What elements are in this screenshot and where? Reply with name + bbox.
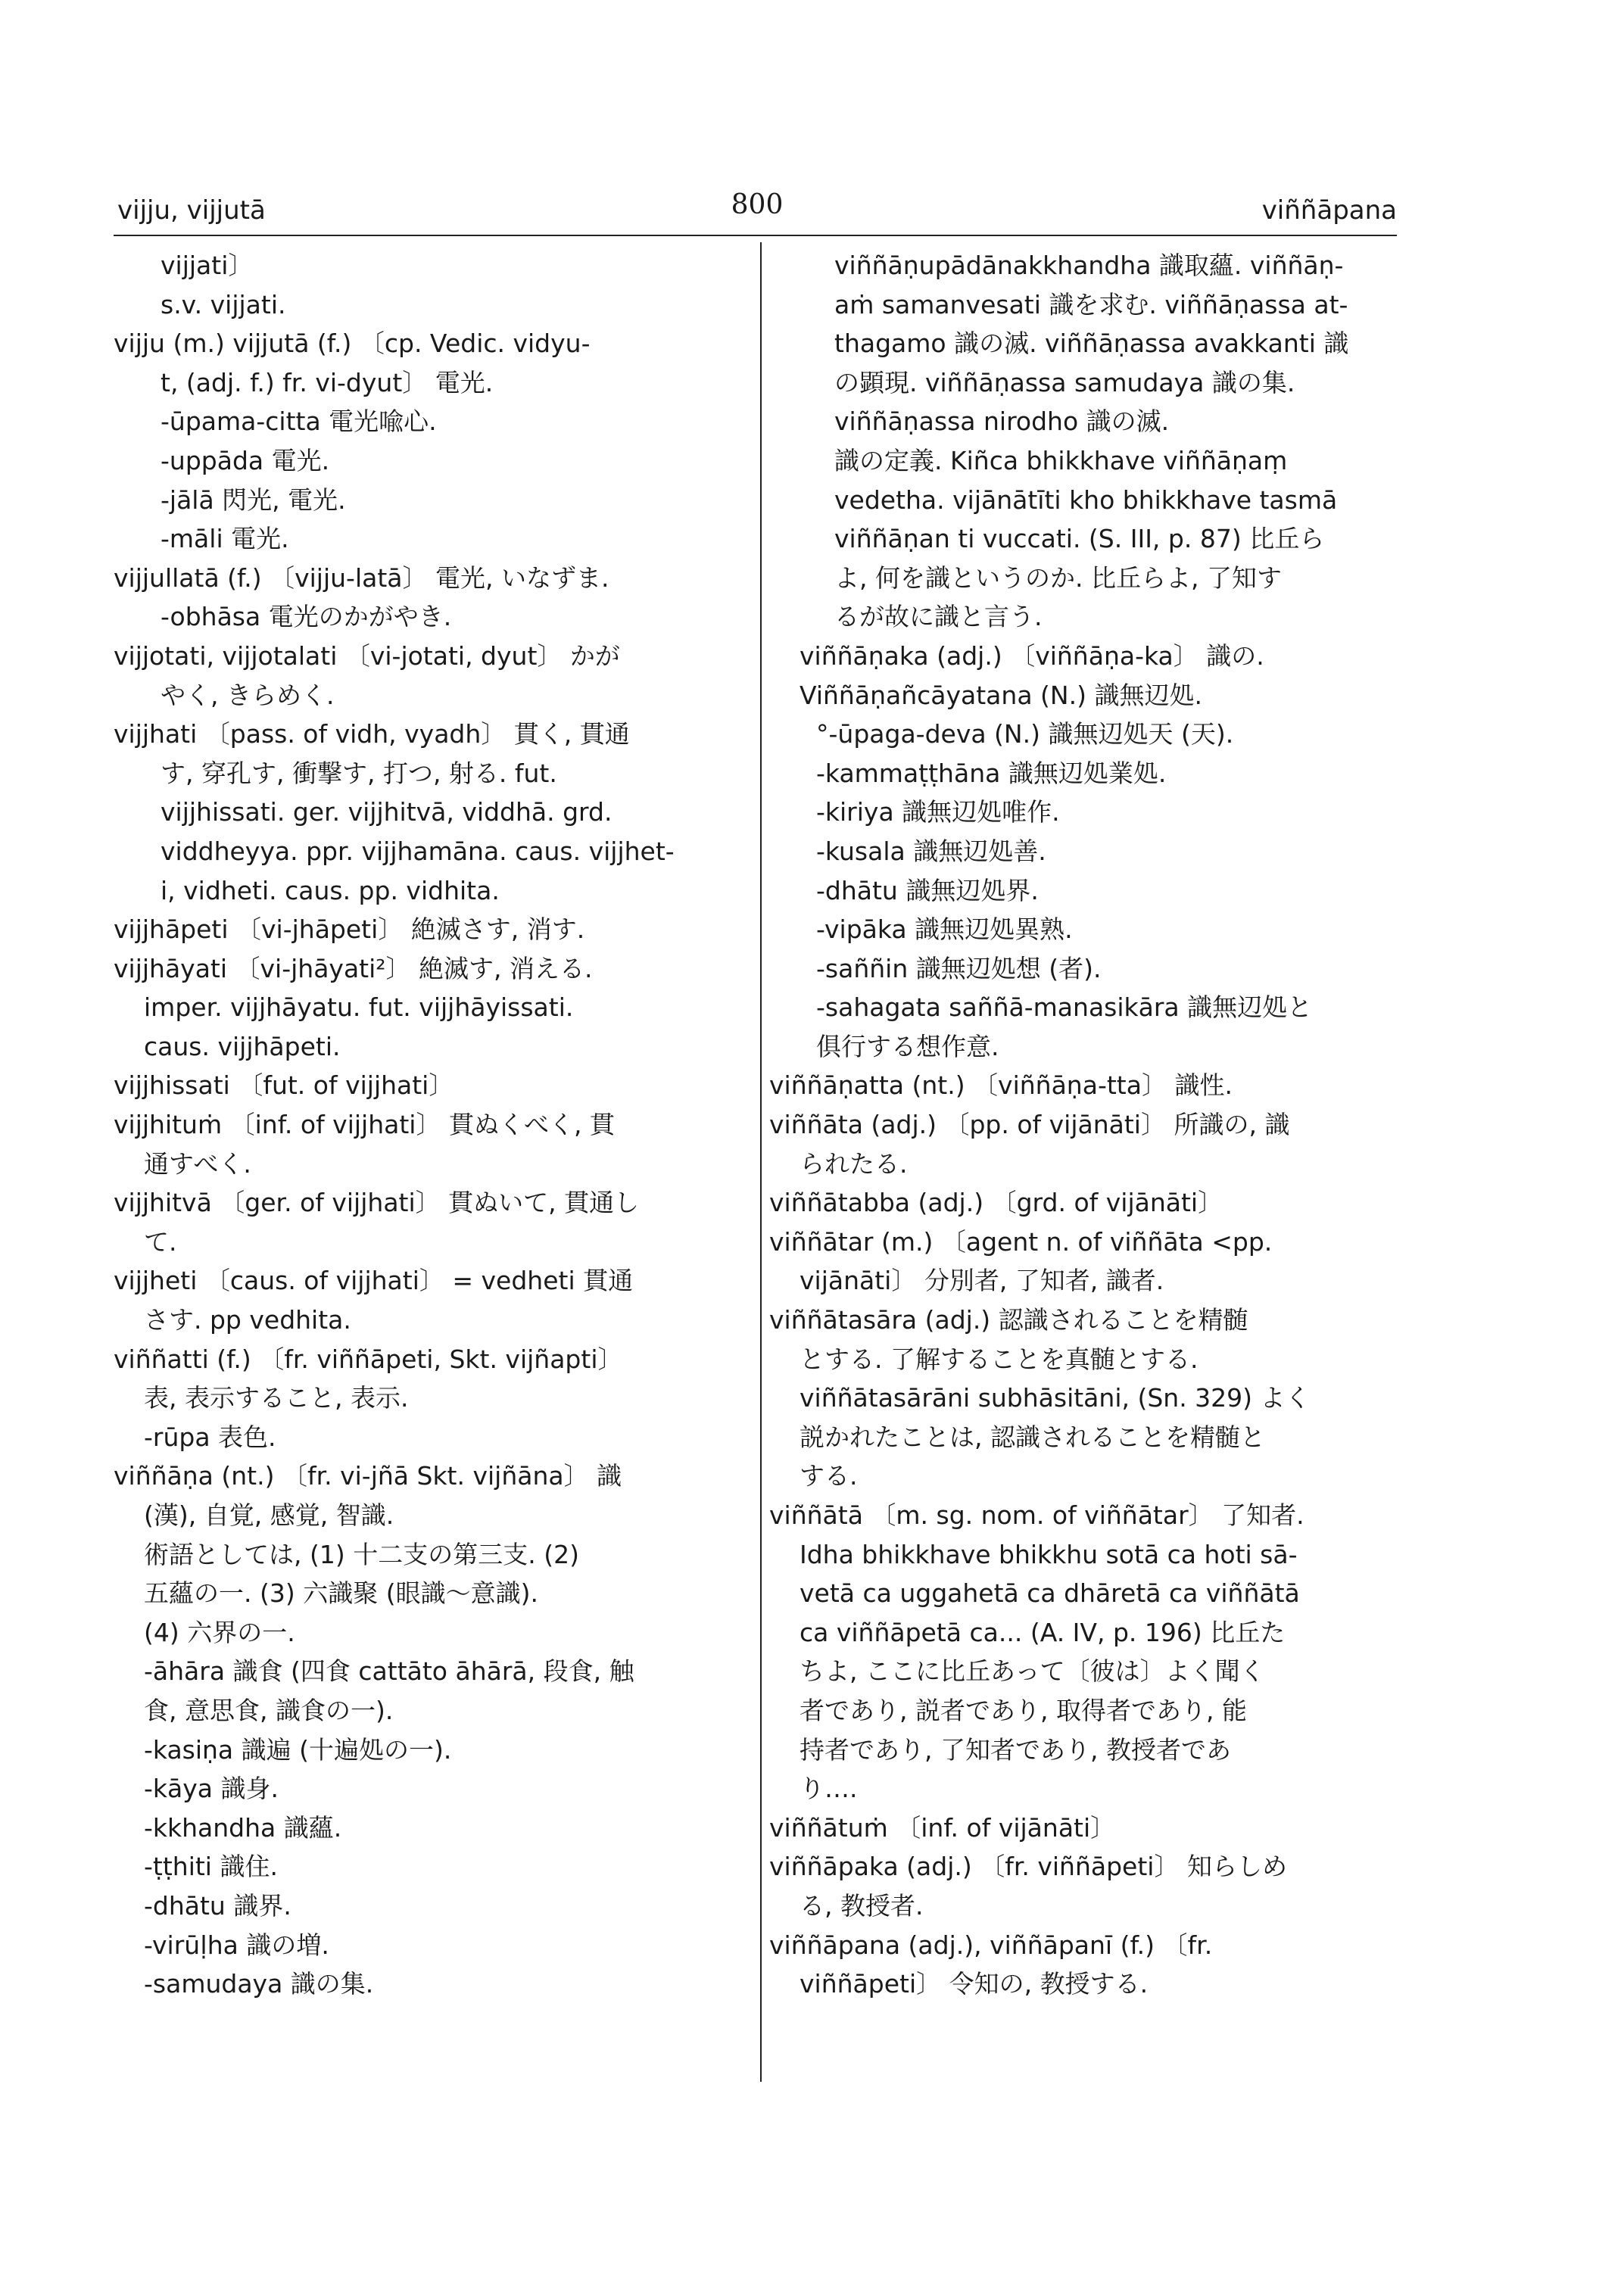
entry-line: -kammaṭṭhāna 識無辺処業処. [816, 758, 1167, 788]
entry-line: viññāṇan ti vuccati. (S. III, p. 87) 比丘ら [834, 524, 1325, 554]
entry-line: °-ūpaga-deva (N.) 識無辺処天 (天). [816, 719, 1234, 749]
entry-line: -dhātu 識界. [144, 1890, 291, 1921]
entry-line: 表, 表示すること, 表示. [144, 1383, 409, 1413]
entry-line: viññāṇupādānakkhandha 識取蘊. viññāṇ- [834, 251, 1344, 280]
entry-line: -kāya 識身. [144, 1774, 279, 1804]
entry-line: -kkhandha 識蘊. [144, 1812, 342, 1843]
entry-line: -ūpama-citta 電光喩心. [161, 407, 437, 437]
entry-headword-line: viññatti (f.) 〔fr. viññāpeti, Skt. vijñapti〕 [114, 1344, 623, 1374]
entry-line: る, 教授者. [800, 1890, 924, 1921]
entry-line: (4) 六界の一. [144, 1617, 295, 1647]
entry-line: -rūpa 表色. [144, 1422, 276, 1452]
entry-headword-line: vijjhati 〔pass. of vidh, vyadh〕 貫く, 貫通 [114, 719, 630, 749]
entry-line: viññāṇassa nirodho 識の滅. [834, 407, 1170, 437]
running-header [117, 189, 1397, 241]
entry-line: り…. [800, 1774, 858, 1804]
entry-line: -māli 電光. [161, 524, 289, 554]
entry-line: 通すべく. [144, 1148, 251, 1179]
entry-line: -samudaya 識の集. [144, 1969, 374, 1999]
entry-line: (漢), 自覚, 感覚, 智識. [144, 1500, 394, 1530]
entry-headword-line: viññātar (m.) 〔agent n. of viññāta <pp. [769, 1226, 1273, 1257]
entry-line: 術語としては, (1) 十二支の第三支. (2) [144, 1539, 579, 1569]
entry-line: i, vidheti. caus. pp. vidhita. [161, 875, 500, 905]
entry-line: thagamo 識の滅. viññāṇassa avakkanti 識 [834, 329, 1349, 359]
right-column [769, 246, 1398, 2004]
entry-line: -virūḷha 識の増. [144, 1930, 329, 1960]
entry-line: vetā ca uggahetā ca dhāretā ca viññātā [800, 1578, 1300, 1609]
entry-line: imper. vijjhāyatu. fut. vijjhāyissati. [144, 992, 574, 1023]
column-divider [760, 242, 762, 2082]
entry-line: -dhātu 識無辺処界. [816, 875, 1039, 905]
entry-line: さす. pp vedhita. [144, 1305, 351, 1335]
entry-line: るが故に識と言う. [834, 602, 1043, 632]
entry-line: す, 穿孔す, 衝撃す, 打つ, 射る. fut. [161, 758, 557, 788]
entry-line: viññātasārāni subhāsitāni, (Sn. 329) よく [800, 1383, 1311, 1413]
entry-line: vijjhissati. ger. vijjhitvā, viddhā. grd. [161, 797, 613, 827]
entry-line: Viññāṇañcāyatana (N.) 識無辺処. [800, 680, 1202, 710]
header-left-guideword: vijju, vijjutā [117, 195, 266, 226]
entry-line: caus. vijjhāpeti. [144, 1031, 341, 1061]
entry-headword-line: vijjhitvā 〔ger. of vijjhati〕 貫ぬいて, 貫通し [114, 1188, 640, 1218]
entry-line: 持者であり, 了知者であり, 教授者であ [800, 1734, 1231, 1765]
entry-headword-line: viññāṇatta (nt.) 〔viññāṇa-tta〕 識性. [769, 1070, 1233, 1101]
entry-line: やく, きらめく. [161, 680, 335, 710]
entry-line: の顕現. viññāṇassa samudaya 識の集. [834, 367, 1295, 397]
entry-line: -āhāra 識食 (四食 cattāto āhārā, 段食, 触 [144, 1656, 634, 1687]
entry-headword-line: vijjhituṁ 〔inf. of vijjhati〕 貫ぬくべく, 貫 [114, 1110, 615, 1140]
entry-line: -kiriya 識無辺処唯作. [816, 797, 1060, 827]
entry-line: viññāpeti〕 令知の, 教授する. [800, 1969, 1149, 1999]
entry-line: vijānāti〕 分別者, 了知者, 識者. [800, 1266, 1164, 1296]
entry-headword-line: viññāṇa (nt.) 〔fr. vi-jñā Skt. vijñāna〕 識 [114, 1461, 622, 1491]
entry-headword-line: vijjotati, vijjotalati 〔vi-jotati, dyut〕 かが [114, 640, 620, 671]
entry-line: 五蘊の一. (3) 六識聚 (眼識〜意識). [144, 1578, 538, 1609]
entry-line: viddheyya. ppr. vijjhamāna. caus. vijjhet- [161, 836, 675, 866]
entry-line: て. [144, 1226, 177, 1257]
header-right-guideword: viññāpana [1261, 195, 1397, 226]
entry-line: 識の定義. Kiñca bhikkhave viññāṇaṃ [834, 445, 1288, 475]
page-number: 800 [731, 189, 784, 220]
entry-line: られたる. [800, 1148, 908, 1179]
entry-line: aṁ samanvesati 識を求む. viññāṇassa at- [834, 289, 1348, 319]
entry-line: vedetha. vijānātīti kho bhikkhave tasmā [834, 484, 1338, 515]
entry-line: する. [800, 1461, 858, 1491]
entry-line: -saññin 識無辺処想 (者). [816, 953, 1102, 983]
entry-headword-line: viññāpaka (adj.) 〔fr. viññāpeti〕 知らしめ [769, 1852, 1287, 1882]
entry-line: -vipāka 識無辺処異熟. [816, 914, 1073, 945]
entry-line: とする. 了解することを真髄とする. [800, 1344, 1199, 1374]
entry-line: -obhāsa 電光のかがやき. [161, 602, 452, 632]
entry-headword-line: viññātasāra (adj.) 認識されることを精髄 [769, 1305, 1248, 1335]
entry-line: -ṭṭhiti 識住. [144, 1852, 278, 1882]
entry-line: viññāṇaka (adj.) 〔viññāṇa-ka〕 識の. [800, 640, 1264, 671]
entry-line: ca viññāpetā ca... (A. IV, p. 196) 比丘た [800, 1617, 1286, 1647]
entry-line: よ, 何を識というのか. 比丘らよ, 了知す [834, 562, 1282, 593]
entry-line: 者であり, 説者であり, 取得者であり, 能 [800, 1695, 1247, 1725]
left-column [114, 246, 742, 2004]
entry-line: vijjati〕 [161, 251, 254, 280]
entry-line: -kasiṇa 識遍 (十遍処の一). [144, 1734, 452, 1765]
header-rule [114, 235, 1397, 236]
entry-headword-line: vijjullatā (f.) 〔vijju-latā〕 電光, いなずま. [114, 562, 609, 593]
entry-headword-line: viññātā 〔m. sg. nom. of viññātar〕 了知者. [769, 1500, 1304, 1530]
entry-line: Idha bhikkhave bhikkhu sotā ca hoti sā- [800, 1539, 1298, 1569]
entry-line: -sahagata saññā-manasikāra 識無辺処と [816, 992, 1313, 1023]
entry-headword-line: viññāpana (adj.), viññāpanī (f.) 〔fr. [769, 1930, 1213, 1960]
entry-headword-line: vijjhāyati 〔vi-jhāyati²〕 絶滅す, 消える. [114, 953, 593, 983]
entry-headword-line: vijjhāpeti 〔vi-jhāpeti〕 絶滅さす, 消す. [114, 914, 585, 945]
entry-line: t, (adj. f.) fr. vi-dyut〕 電光. [161, 367, 494, 397]
entry-headword-line: vijjheti 〔caus. of vijjhati〕 = vedheti 貫通 [114, 1266, 634, 1296]
entry-headword-line: vijjhissati 〔fut. of vijjhati〕 [114, 1070, 454, 1101]
entry-line: 食, 意思食, 識食の一). [144, 1695, 394, 1725]
entry-line: -jālā 閃光, 電光. [161, 484, 346, 515]
entry-headword-line: vijju (m.) vijjutā (f.) 〔cp. Vedic. vidyu- [114, 329, 591, 359]
entry-headword-line: viññātabba (adj.) 〔grd. of vijānāti〕 [769, 1188, 1223, 1218]
entry-line: -uppāda 電光. [161, 445, 330, 475]
entry-line: s.v. vijjati. [161, 289, 286, 319]
entry-headword-line: viññātuṁ 〔inf. of vijānāti〕 [769, 1812, 1116, 1843]
entry-line: 俱行する想作意. [816, 1031, 999, 1061]
entry-line: ちよ, ここに比丘あって〔彼は〕よく聞く [800, 1656, 1265, 1687]
entry-line: -kusala 識無辺処善. [816, 836, 1046, 866]
entry-line: 説かれたことは, 認識されることを精髄と [800, 1422, 1265, 1452]
entry-headword-line: viññāta (adj.) 〔pp. of vijānāti〕 所識の, 識 [769, 1110, 1290, 1140]
